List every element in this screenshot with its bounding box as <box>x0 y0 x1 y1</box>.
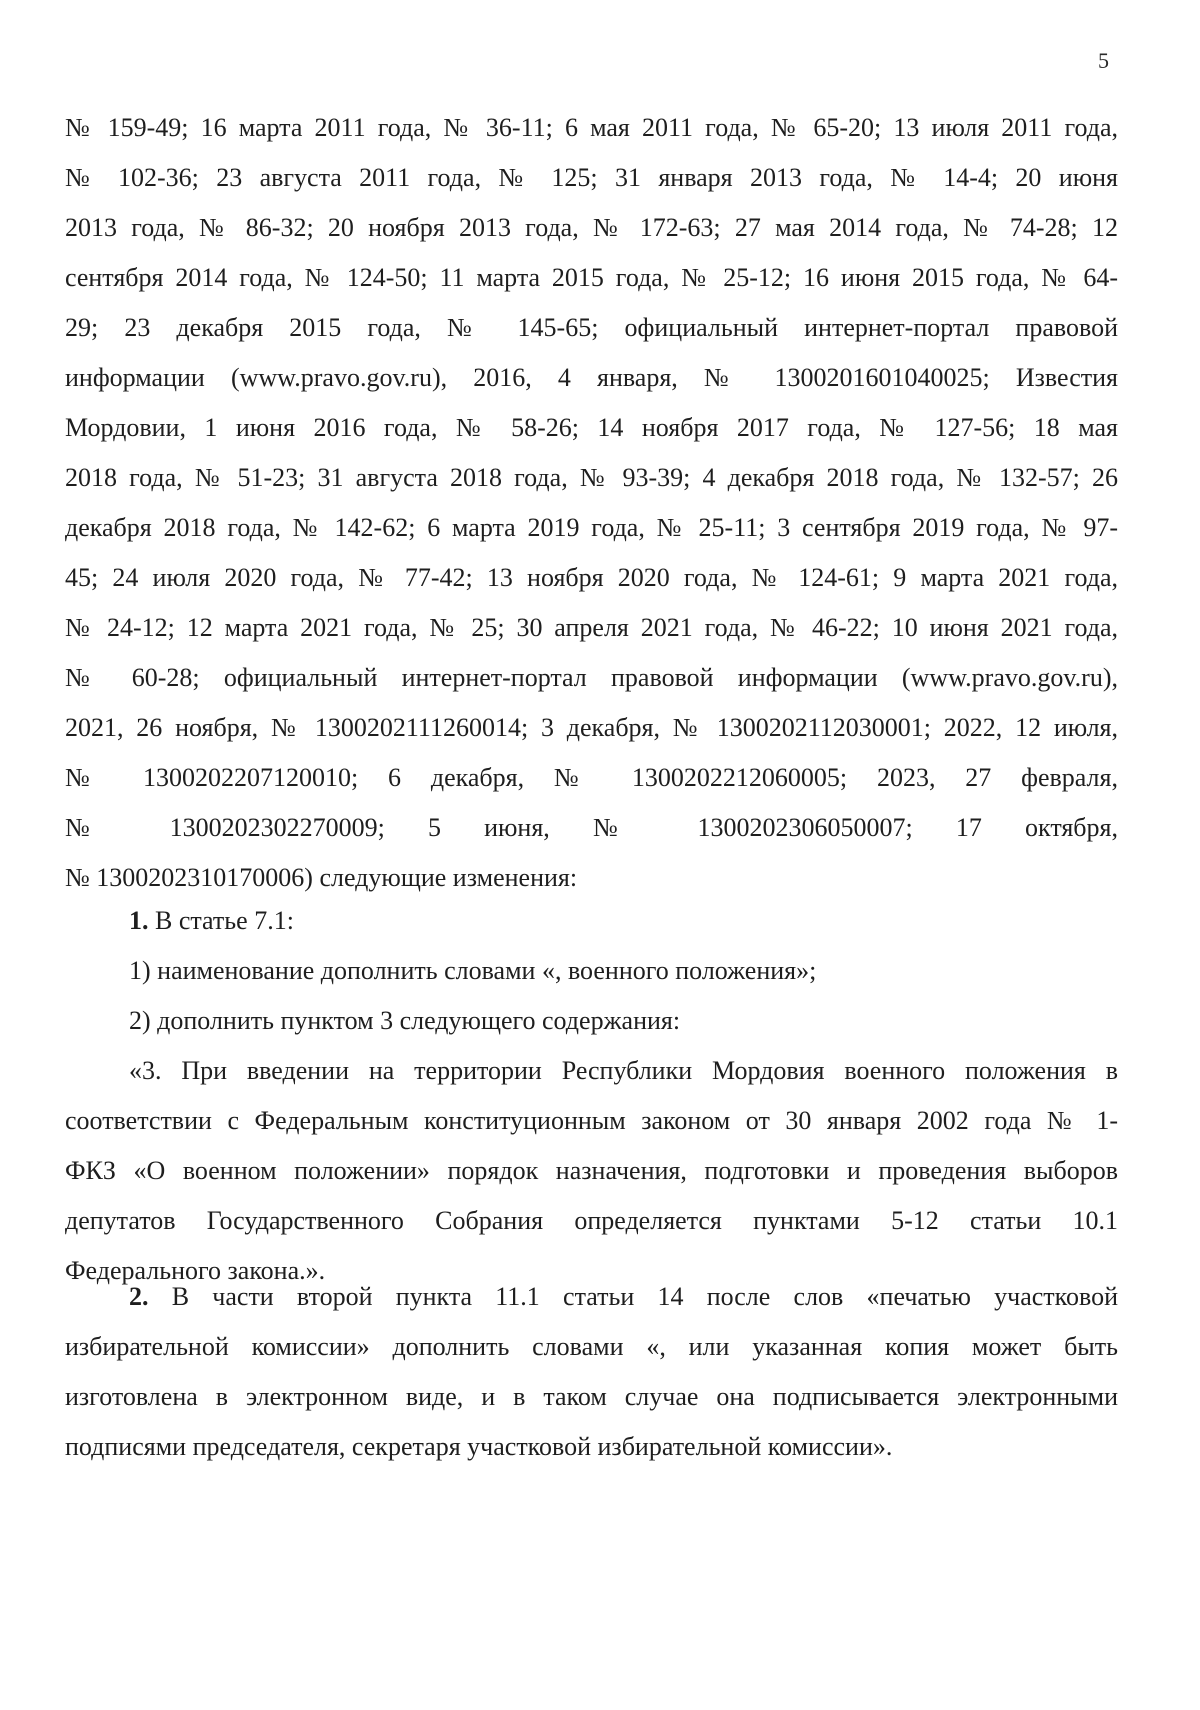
quote-line: ФКЗ «О военном положении» порядок назначения, подготовки и проведения выборов <box>65 1156 1118 1185</box>
text-line: информации (www.pravo.gov.ru), 2016, 4 января, № 1300201601040025; Известия <box>65 363 1118 392</box>
text-line: 2013 года, № 86-32; 20 ноября 2013 года, № 172-63; 27 мая 2014 года, № 74-28; 12 <box>65 213 1118 242</box>
text-line: 45; 24 июля 2020 года, № 77-42; 13 ноября 2020 года, № 124-61; 9 марта 2021 года, <box>65 563 1118 592</box>
point-number: 2. <box>129 1282 149 1311</box>
text-line: № 60-28; официальный интернет-портал правовой информации (www.pravo.gov.ru), <box>65 663 1118 692</box>
text-line: избирательной комиссии» дополнить словами «, или указанная копия может быть <box>65 1332 1118 1361</box>
amendment-item-1: 1) наименование дополнить словами «, военного положения»; <box>129 956 817 985</box>
text-line: № 102-36; 23 августа 2011 года, № 125; 31 января 2013 года, № 14-4; 20 июня <box>65 163 1118 192</box>
text-line: 2021, 26 ноября, № 1300202111260014; 3 декабря, № 1300202112030001; 2022, 12 июля, <box>65 713 1118 742</box>
point-2-section <box>65 1272 1118 1472</box>
text-line: сентября 2014 года, № 124-50; 11 марта 2015 года, № 25-12; 16 июня 2015 года, № 64- <box>65 263 1118 292</box>
text-line: № 24-12; 12 марта 2021 года, № 25; 30 апреля 2021 года, № 46-22; 10 июня 2021 года, <box>65 613 1118 642</box>
text-line: Мордовии, 1 июня 2016 года, № 58-26; 14 ноября 2017 года, № 127-56; 18 мая <box>65 413 1118 442</box>
point-2-first-line <box>65 1272 1118 1322</box>
page-number: 5 <box>1098 48 1109 73</box>
quote-line: Федерального закона.». <box>65 1256 326 1285</box>
quote-line: депутатов Государственного Собрания определяется пунктами 5-12 статьи 10.1 <box>65 1206 1118 1235</box>
text-line: изготовлена в электронном виде, и в таком случае она подписывается электронными <box>65 1382 1118 1411</box>
text-line: 2018 года, № 51-23; 31 августа 2018 года, № 93-39; 4 декабря 2018 года, № 132-57; 26 <box>65 463 1118 492</box>
amendment-item-2: 2) дополнить пунктом 3 следующего содержания: <box>129 1006 681 1035</box>
text-line: № 1300202310170006) следующие изменения: <box>65 863 578 892</box>
article-7-1-section <box>65 896 1118 1296</box>
text-line: подписями председателя, секретаря участковой избирательной комиссии». <box>65 1432 893 1461</box>
text-line: декабря 2018 года, № 142-62; 6 марта 2019 года, № 25-11; 3 сентября 2019 года, № 97- <box>65 513 1118 542</box>
text-line: № 1300202207120010; 6 декабря, № 1300202212060005; 2023, 27 февраля, <box>65 763 1118 792</box>
text-line: 29; 23 декабря 2015 года, № 145-65; официальный интернет-портал правовой <box>65 313 1118 342</box>
main-paragraph <box>65 103 1118 903</box>
text-line: № 159-49; 16 марта 2011 года, № 36-11; 6 мая 2011 года, № 65-20; 13 июля 2011 года, <box>65 113 1118 142</box>
article-number: 1. <box>129 906 149 935</box>
point-2-first-line-text: В части второй пункта 11.1 статьи 14 после слов «печатью участковой <box>148 1282 1118 1311</box>
quote-line: «3. При введении на территории Республики Мордовия военного положения в <box>129 1056 1118 1085</box>
article-heading <box>65 896 1118 946</box>
article-heading-text: В статье 7.1: <box>148 906 294 935</box>
quote-line: соответствии с Федеральным конституционным законом от 30 января 2002 года № 1- <box>65 1106 1118 1135</box>
text-line: № 1300202302270009; 5 июня, № 1300202306050007; 17 октября, <box>65 813 1118 842</box>
